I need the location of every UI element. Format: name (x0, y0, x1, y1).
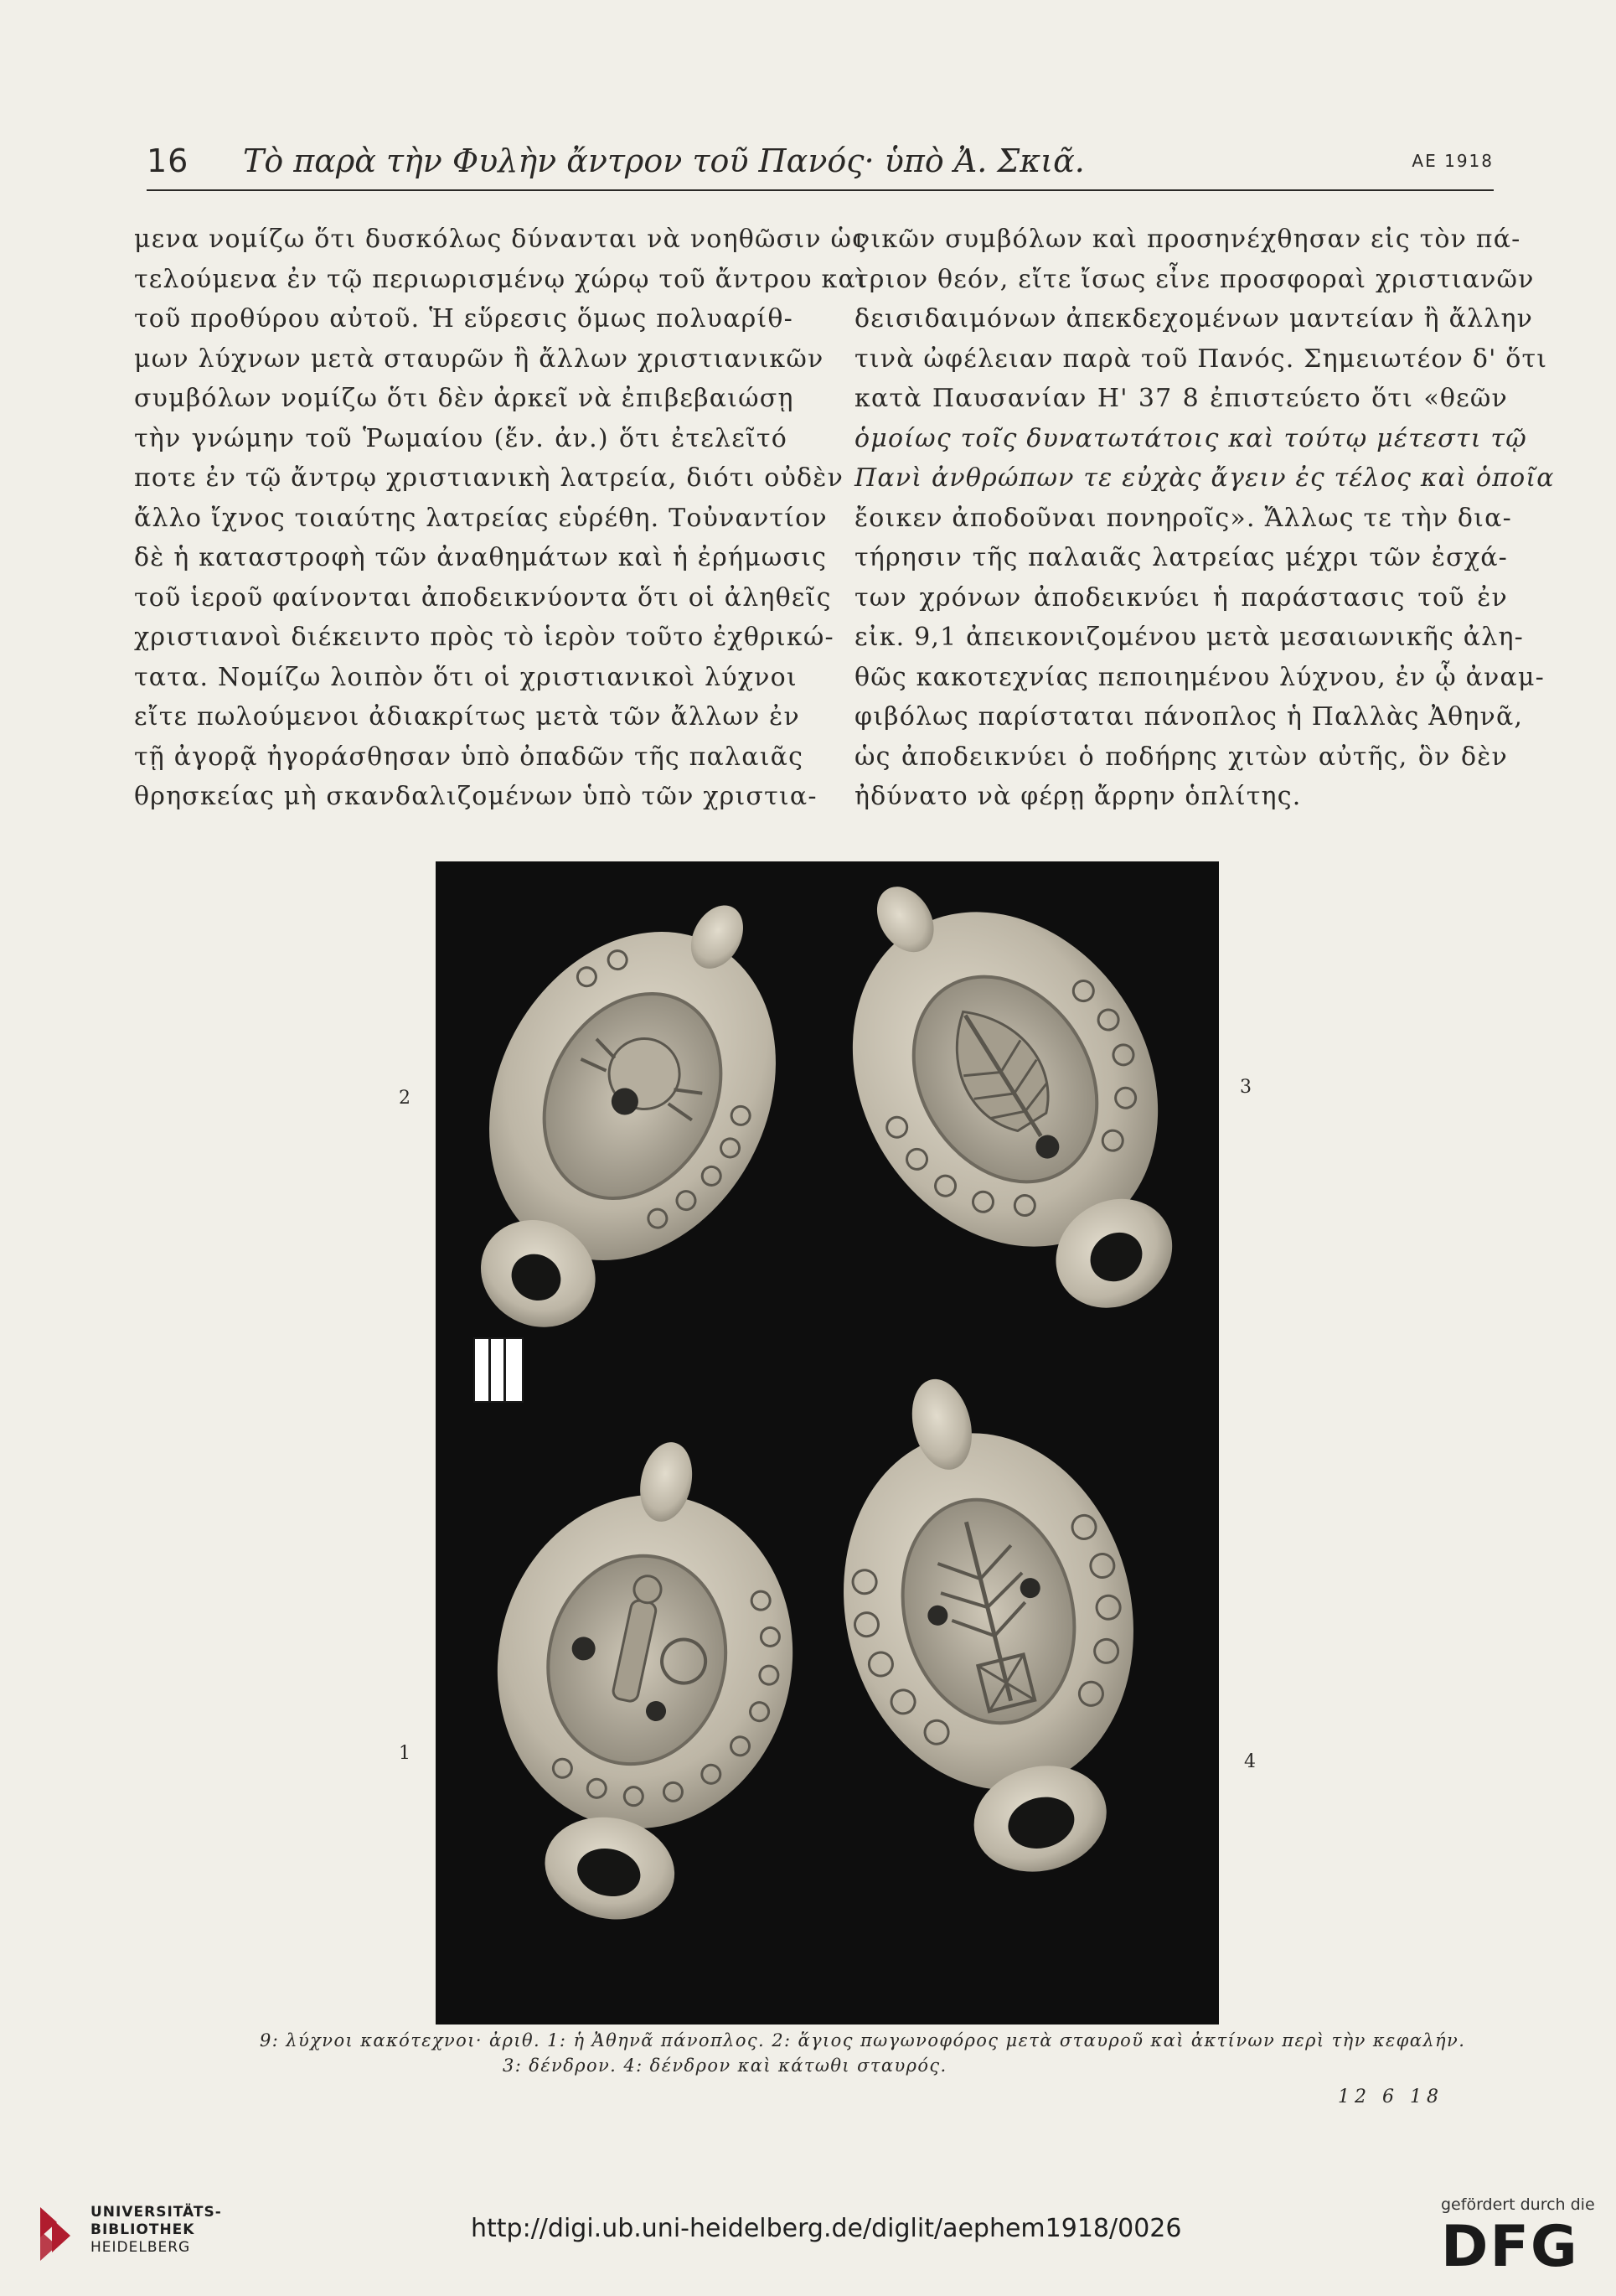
text-line: θῶς κακοτεχνίας πεποιημένου λύχνου, ἐν ᾧ ἀναμ- (854, 662, 1545, 692)
text-line: ἄλλο ἴχνος τοιαύτης λατρείας εὑρέθη. Τοὐναντίον (134, 503, 828, 533)
text-line: θρησκείας μὴ σκανδαλιζομένων ὑπὸ τῶν χριστια- (134, 782, 818, 811)
text-line: τήρησιν τῆς παλαιᾶς λατρείας μέχρι τῶν ἐσχά- (854, 543, 1508, 572)
text-line: τὴν γνώμην τοῦ Ῥωμαίου (ἔν. ἀν.) ὅτι ἐτελεῖτό (134, 423, 787, 453)
text-line: τριον θεόν, εἴτε ἴσως εἶνε προσφοραὶ χριστιανῶν (854, 264, 1535, 294)
library-name: UNIVERSITÄTS- BIBLIOTHEK HEIDELBERG (90, 2204, 222, 2256)
text-line: ἔοικεν ἀποδοῦναι πονηροῖς». Ἄλλως τε τὴν δια- (854, 503, 1512, 533)
text-line: τῇ ἀγορᾷ ἠγοράσθησαν ὑπὸ ὀπαδῶν τῆς παλαιᾶς (134, 742, 804, 772)
journal-label: ΑΕ 1918 (1412, 151, 1494, 171)
text-line: τοῦ ἱεροῦ φαίνονται ἀποδεικνύοντα ὅτι οἱ ἀληθεῖς (134, 582, 832, 613)
lamp-4 (793, 1345, 1191, 1903)
text-line: ποτε ἐν τῷ ἄντρῳ χριστιανικὴ λατρεία, διότι οὐδὲν (134, 463, 844, 493)
lamp-2 (395, 845, 851, 1383)
running-header (147, 142, 1494, 184)
text-line: δεισιδαιμόνων ἀπεκδεχομένων μαντείαν ἢ ἄλλην (854, 304, 1534, 334)
text-line: εἰκ. 9,1 ἀπεικονιζομένου μετὰ μεσαιωνικῆς ἀλη- (854, 623, 1524, 652)
text-line: τινὰ ὠφέλειαν παρὰ τοῦ Πανός. Σημειωτέον δ' ὅτι (854, 344, 1548, 374)
university-library-logo-icon (32, 2197, 82, 2271)
dfg-logo: DFG (1441, 2214, 1579, 2280)
text-line: ὡς ἀποδεικνύει ὁ ποδήρης χιτὼν αὐτῆς, ὃν δὲν (854, 742, 1508, 772)
lamp-1 (447, 1415, 834, 1946)
text-line: νικῶν συμβόλων καὶ προσηνέχθησαν εἰς τὸν πά- (854, 225, 1521, 254)
text-line: Πανὶ ἀνθρώπων τε εὐχὰς ἄγειν ἐς τέλος καὶ ὁποῖα (854, 463, 1555, 493)
text-line: κατὰ Παυσανίαν Η' 37 8 ἐπιστεύετο ὅτι «θεῶν (854, 384, 1508, 413)
text-line: ὁμοίως τοῖς δυνατωτάτοις καὶ τούτῳ μέτεστι τῷ (854, 423, 1527, 453)
text-line: μενα νομίζω ὅτι δυσκόλως δύνανται νὰ νοηθῶσιν ὡς (134, 225, 868, 254)
left-column (134, 220, 868, 817)
lamps-drawing (436, 861, 1219, 2025)
caption-line-2: 3: δένδρον. 4: δένδρον καὶ κάτωθι σταυρός. (503, 2056, 947, 2076)
figure-label-2: 2 (399, 1088, 410, 1109)
figure-label-1: 1 (399, 1743, 410, 1764)
text-line: τελούμενα ἐν τῷ περιωρισμένῳ χώρῳ τοῦ ἄντρου καὶ (134, 264, 867, 294)
digitization-footer (0, 2179, 1616, 2296)
text-line: φιβόλως παρίσταται πάνοπλος ἡ Παλλὰς Ἀθηνᾶ, (854, 702, 1524, 732)
page-number: 16 (147, 142, 189, 179)
text-line: δὲ ἡ καταστροφὴ τῶν ἀναθημάτων καὶ ἡ ἐρήμωσις (134, 543, 828, 572)
running-title: Τὸ παρὰ τὴν Φυλὴν ἄντρον τοῦ Πανός· ὑπὸ Ἀ. Σκιᾶ. (243, 142, 1085, 179)
caption-line-1: 9: λύχνοι κακότεχνοι· ἀριθ. 1: ἡ Ἀθηνᾶ πάνοπλος. 2: ἅγιος πωγωνοφόρος μετὰ σταυροῦ καὶ ἀκτίνων περὶ τὴν κεφαλήν. (260, 2030, 1466, 2050)
text-line: συμβόλων νομίζω ὅτι δὲν ἀρκεῖ νὰ ἐπιβεβαιώσῃ (134, 384, 794, 413)
text-line: ἠδύνατο νὰ φέρῃ ἄρρην ὁπλίτης. (854, 782, 1302, 811)
source-url-link[interactable]: http://digi.ub.uni-heidelberg.de/diglit/aephem1918/0026 (471, 2214, 1182, 2243)
text-line: τατα. Νομίζω λοιπὸν ὅτι οἱ χριστιανικοὶ λύχνοι (134, 662, 798, 692)
figure-label-4: 4 (1244, 1751, 1256, 1772)
lamp-3 (766, 814, 1262, 1373)
text-line: χριστιανοὶ διέκειντο πρὸς τὸ ἱερὸν τοῦτο ἐχθρικώ- (134, 623, 834, 652)
scale-bar (473, 1337, 524, 1403)
handwritten-date: 12 6 18 (1338, 2087, 1443, 2107)
text-line: εἴτε πωλούμενοι ἀδιακρίτως μετὰ τῶν ἄλλων ἐν (134, 702, 800, 732)
text-line: τοῦ προθύρου αὐτοῦ. Ἡ εὕρεσις ὅμως πολυαρίθ- (134, 304, 793, 334)
header-rule (147, 189, 1494, 191)
funding-label: gefördert durch die (1441, 2195, 1595, 2214)
figure-label-3: 3 (1240, 1077, 1252, 1098)
text-line: μων λύχνων μετὰ σταυρῶν ἢ ἄλλων χριστιανικῶν (134, 344, 824, 374)
right-column (854, 220, 1555, 817)
lamps-photograph (436, 861, 1219, 2025)
text-line: των χρόνων ἀποδεικνύει ἡ παράστασις τοῦ ἐν (854, 582, 1508, 613)
